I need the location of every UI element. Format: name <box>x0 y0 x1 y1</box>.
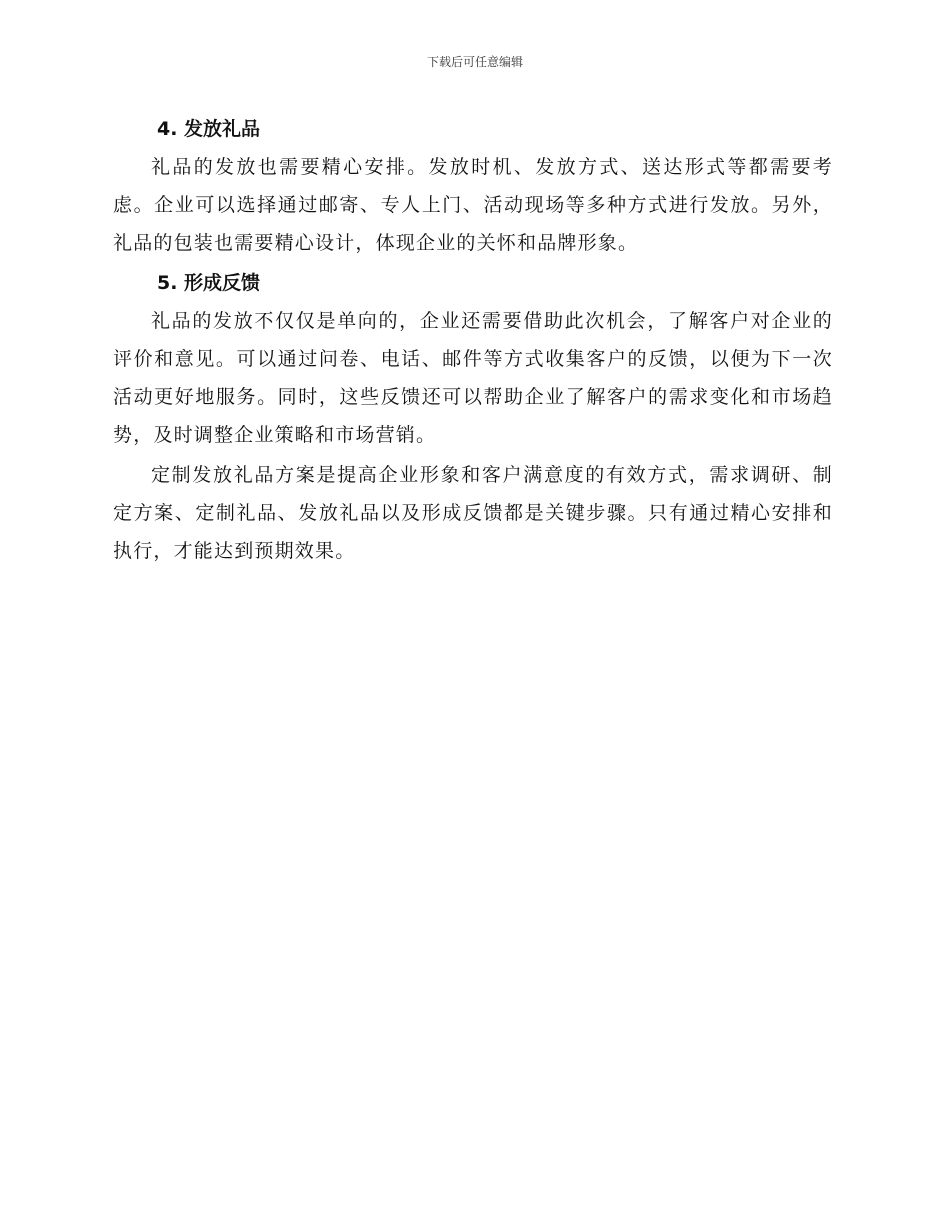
document-body <box>113 110 833 572</box>
page-header-note: 下载后可任意编辑 <box>426 55 523 69</box>
section-paragraph-feedback: 礼品的发放不仅仅是单向的，企业还需要借助此次机会，了解客户对企业的评价和意见。可以通过问卷、电话、邮件等方式收集客户的反馈，以便为下一次活动更好地服务。同时，这些反馈还可以帮助企业了解客户的需求变化和市场趋势，及时调整企业策略和市场营销。 <box>113 310 833 446</box>
section-heading-distribute-gifts: 4. 发放礼品 <box>157 118 261 140</box>
conclusion-paragraph: 定制发放礼品方案是提高企业形象和客户满意度的有效方式，需求调研、制定方案、定制礼品、发放礼品以及形成反馈都是关键步骤。只有通过精心安排和执行，才能达到预期效果。 <box>113 464 833 562</box>
section-paragraph-distribute-gifts: 礼品的发放也需要精心安排。发放时机、发放方式、送达形式等都需要考虑。企业可以选择通过邮寄、专人上门、活动现场等多种方式进行发放。另外，礼品的包装也需要精心设计，体现企业的关怀和品牌形象。 <box>113 156 833 254</box>
section-heading-feedback: 5. 形成反馈 <box>157 272 261 294</box>
